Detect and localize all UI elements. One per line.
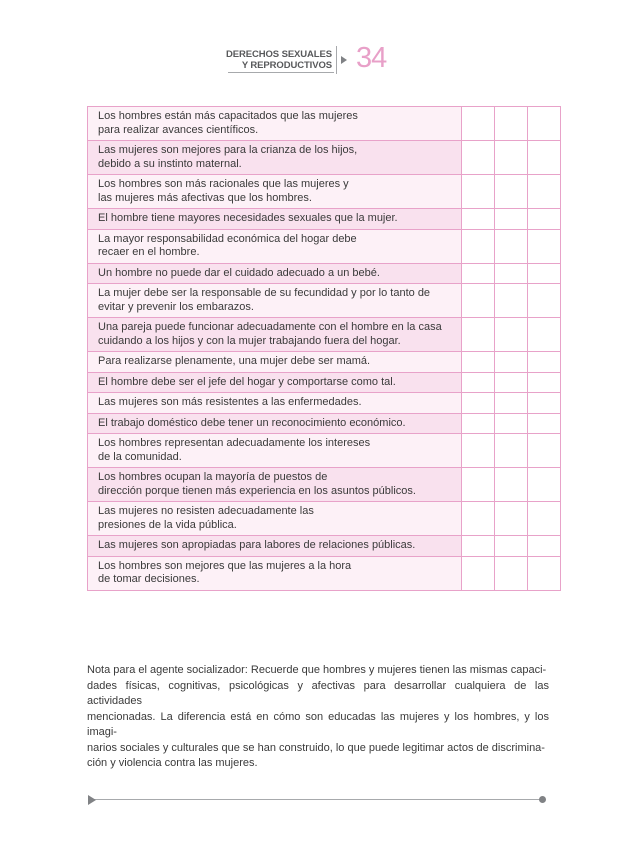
survey-row — [88, 352, 561, 373]
statement-cell — [88, 372, 462, 393]
answer-box[interactable] — [528, 393, 561, 414]
answer-box[interactable] — [462, 284, 495, 318]
answer-box[interactable] — [495, 536, 528, 557]
statement-text: Los hombres están más capacitados que las mujeres — [98, 110, 358, 122]
statement-text: dirección porque tienen más experiencia en los asuntos públicos. — [98, 484, 416, 497]
answer-box[interactable] — [528, 141, 561, 175]
statement-text: El hombre debe ser el jefe del hogar y comportarse como tal. — [98, 375, 396, 388]
answer-box[interactable] — [462, 393, 495, 414]
answer-box[interactable] — [495, 502, 528, 536]
statement-text: Una pareja puede funcionar adecuadamente con el hombre en la casa — [98, 321, 442, 333]
survey-row — [88, 107, 561, 141]
statement-text: Las mujeres son mejores para la crianza de los hijos, — [98, 144, 358, 156]
survey-row — [88, 556, 561, 590]
statement-cell — [88, 502, 462, 536]
header-divider — [336, 46, 337, 74]
answer-box[interactable] — [495, 352, 528, 373]
answer-box[interactable] — [528, 372, 561, 393]
statement-text: para realizar avances científicos. — [98, 123, 259, 136]
statement-text: La mujer debe ser la responsable de su fecundidad y por lo tanto de — [98, 287, 431, 299]
statement-cell — [88, 229, 462, 263]
statement-cell — [88, 141, 462, 175]
answer-box[interactable] — [495, 556, 528, 590]
answer-box[interactable] — [462, 209, 495, 230]
survey-row — [88, 284, 561, 318]
statement-text: Los hombres ocupan la mayoría de puestos de — [98, 471, 328, 483]
statement-text: Los hombres representan adecuadamente los intereses — [98, 437, 371, 449]
answer-box[interactable] — [495, 107, 528, 141]
survey-row — [88, 393, 561, 414]
answer-box[interactable] — [462, 434, 495, 468]
statement-text: La mayor responsabilidad económica del hogar debe — [98, 232, 357, 245]
answer-box[interactable] — [495, 372, 528, 393]
statement-text: presiones de la vida pública. — [98, 518, 237, 531]
answer-box[interactable] — [462, 263, 495, 284]
statement-cell — [88, 284, 462, 318]
answer-box[interactable] — [462, 352, 495, 373]
survey-row — [88, 468, 561, 502]
answer-box[interactable] — [495, 209, 528, 230]
survey-row — [88, 141, 561, 175]
survey-table — [87, 106, 561, 591]
statement-cell — [88, 434, 462, 468]
note-line: mencionadas. La diferencia está en cómo son educadas las mujeres y los hombres, y los imagi- — [87, 710, 549, 738]
survey-row — [88, 502, 561, 536]
page-number: 34 — [356, 42, 387, 74]
answer-box[interactable] — [528, 175, 561, 209]
survey-row — [88, 263, 561, 284]
answer-box[interactable] — [462, 536, 495, 557]
note-line: ción y violencia contra las mujeres. — [87, 757, 258, 769]
survey-row — [88, 536, 561, 557]
answer-box[interactable] — [495, 141, 528, 175]
answer-box[interactable] — [495, 318, 528, 352]
answer-box[interactable] — [495, 263, 528, 284]
answer-box[interactable] — [528, 536, 561, 557]
note-line: narios sociales y culturales que se han construido, lo que puede legitimar actos de discrimina- — [87, 741, 545, 754]
answer-box[interactable] — [528, 413, 561, 434]
note-line: Nota para el agente socializador: Recuerde que hombres y mujeres tienen las mismas capaci- — [87, 664, 547, 676]
statement-text: cuidando a los hijos y con la mujer trabajando fuera del hogar. — [98, 334, 401, 347]
statement-text: Las mujeres son apropiadas para labores de relaciones públicas. — [98, 539, 416, 551]
statement-text: Las mujeres son más resistentes a las enfermedades. — [98, 396, 362, 408]
answer-box[interactable] — [528, 263, 561, 284]
survey-row — [88, 318, 561, 352]
answer-box[interactable] — [462, 141, 495, 175]
answer-box[interactable] — [528, 468, 561, 502]
statement-cell — [88, 318, 462, 352]
statement-text: las mujeres más afectivas que los hombres. — [98, 191, 312, 204]
statement-text: de la comunidad. — [98, 450, 182, 463]
answer-box[interactable] — [462, 413, 495, 434]
page-header — [0, 42, 638, 80]
answer-box[interactable] — [528, 502, 561, 536]
statement-text: Para realizarse plenamente, una mujer debe ser mamá. — [98, 355, 371, 367]
answer-box[interactable] — [495, 393, 528, 414]
answer-box[interactable] — [528, 209, 561, 230]
statement-text: Los hombres son más racionales que las mujeres y — [98, 178, 349, 190]
statement-text: recaer en el hombre. — [98, 246, 200, 258]
socializer-note — [87, 663, 549, 772]
answer-box[interactable] — [528, 284, 561, 318]
answer-box[interactable] — [495, 284, 528, 318]
section-title-line1: DERECHOS SEXUALES — [226, 49, 332, 60]
footer-rule — [92, 799, 543, 800]
survey-row — [88, 229, 561, 263]
header-arrow-icon — [341, 56, 347, 64]
answer-box[interactable] — [528, 352, 561, 373]
header-underline — [228, 72, 334, 73]
statement-text: Los hombres son mejores que las mujeres a la hora — [98, 559, 352, 572]
answer-box[interactable] — [462, 318, 495, 352]
answer-box[interactable] — [495, 468, 528, 502]
survey-row — [88, 175, 561, 209]
survey-row — [88, 413, 561, 434]
statement-cell — [88, 468, 462, 502]
statement-text: Las mujeres no resisten adecuadamente las — [98, 505, 314, 517]
answer-box[interactable] — [528, 434, 561, 468]
answer-box[interactable] — [462, 107, 495, 141]
statement-cell — [88, 556, 462, 590]
footer-dot-icon — [539, 796, 546, 803]
statement-cell — [88, 263, 462, 284]
section-title-line2: Y REPRODUCTIVOS — [241, 60, 332, 71]
survey-row — [88, 434, 561, 468]
survey-row — [88, 372, 561, 393]
answer-box[interactable] — [495, 434, 528, 468]
statement-text: El trabajo doméstico debe tener un reconocimiento económico. — [98, 416, 406, 429]
statement-cell — [88, 413, 462, 434]
note-line: dades físicas, cognitivas, psicológicas y afectivas para desarrollar cualquiera de las actividades — [87, 679, 549, 707]
answer-box[interactable] — [462, 556, 495, 590]
answer-box[interactable] — [528, 556, 561, 590]
statement-cell — [88, 175, 462, 209]
answer-box[interactable] — [462, 502, 495, 536]
answer-box[interactable] — [495, 175, 528, 209]
statement-cell — [88, 536, 462, 557]
statement-cell — [88, 352, 462, 373]
statement-cell — [88, 209, 462, 230]
statement-text: de tomar decisiones. — [98, 573, 200, 585]
answer-box[interactable] — [495, 413, 528, 434]
answer-box[interactable] — [462, 468, 495, 502]
statement-text: debido a su instinto maternal. — [98, 157, 242, 170]
statement-cell — [88, 107, 462, 141]
answer-box[interactable] — [528, 318, 561, 352]
answer-box[interactable] — [462, 175, 495, 209]
answer-box[interactable] — [462, 372, 495, 393]
statement-cell — [88, 393, 462, 414]
section-title — [190, 46, 332, 71]
statement-text: Un hombre no puede dar el cuidado adecuado a un bebé. — [98, 266, 380, 279]
statement-text: El hombre tiene mayores necesidades sexuales que la mujer. — [98, 212, 398, 224]
footer-arrow-icon — [88, 795, 96, 805]
answer-box[interactable] — [462, 229, 495, 263]
statement-text: evitar y prevenir los embarazos. — [98, 300, 254, 313]
survey-row — [88, 209, 561, 230]
answer-box[interactable] — [528, 107, 561, 141]
answer-box[interactable] — [528, 229, 561, 263]
answer-box[interactable] — [495, 229, 528, 263]
